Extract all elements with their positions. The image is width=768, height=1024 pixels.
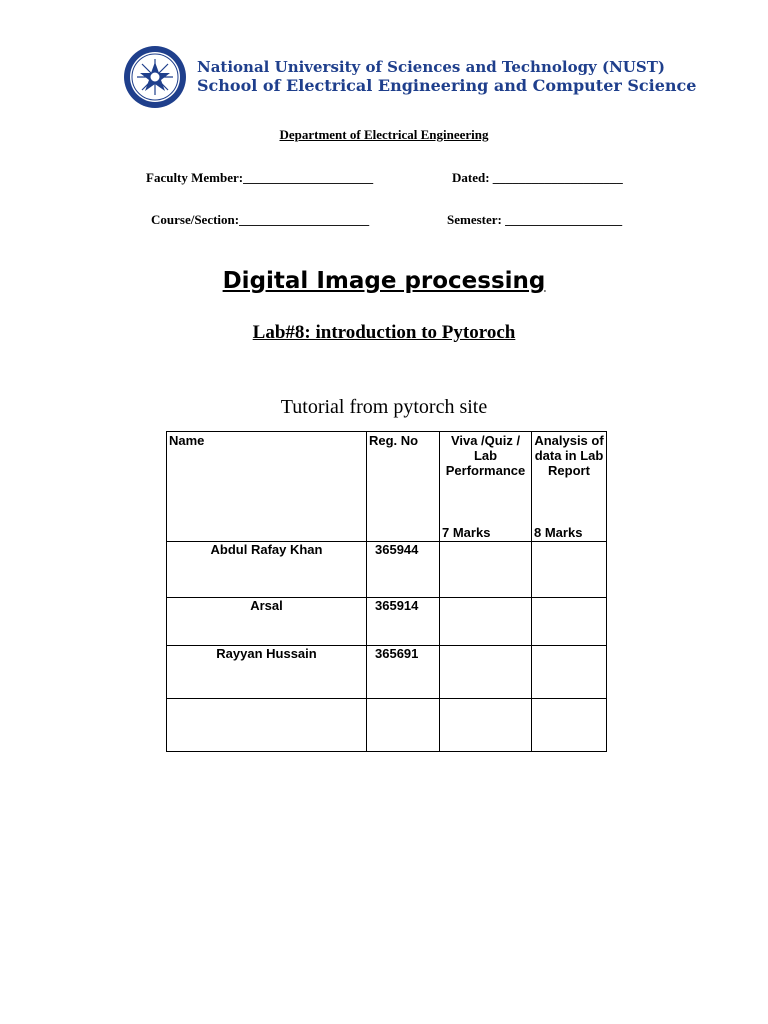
reg-number: 365691 — [367, 646, 440, 699]
student-name: Abdul Rafay Khan — [167, 542, 367, 598]
header-reg-no: Reg. No — [367, 432, 440, 542]
header-viva-label: Viva /Quiz / Lab Performance — [445, 433, 526, 478]
viva-score-cell — [440, 598, 532, 646]
table-row — [167, 699, 607, 752]
department-heading: Department of Electrical Engineering — [279, 127, 489, 142]
header-analysis-label: Analysis of data in Lab Report — [534, 433, 604, 478]
reg-number: 365914 — [367, 598, 440, 646]
document-title: Digital Image processing — [222, 268, 546, 294]
dated-field: Dated: ____________________ — [452, 170, 623, 185]
student-name: Rayyan Hussain — [167, 646, 367, 699]
table-row — [167, 646, 607, 699]
viva-score-cell — [440, 542, 532, 598]
school-name: School of Electrical Engineering and Computer Science — [197, 76, 697, 95]
course-section-field: Course/Section:____________________ — [151, 212, 370, 227]
header-analysis-marks: 8 Marks — [534, 525, 583, 540]
analysis-score-cell — [532, 646, 607, 699]
reg-number — [367, 699, 440, 752]
analysis-score-cell — [532, 699, 607, 752]
analysis-score-cell — [532, 542, 607, 598]
grades-table — [166, 431, 607, 752]
analysis-score-cell — [532, 598, 607, 646]
faculty-member-field: Faculty Member:____________________ — [146, 170, 374, 185]
viva-score-cell — [440, 646, 532, 699]
nust-crest-logo — [123, 45, 187, 109]
semester-field: Semester: __________________ — [447, 212, 623, 227]
header-analysis — [532, 432, 607, 542]
header-viva-marks: 7 Marks — [442, 525, 491, 540]
table-row — [167, 598, 607, 646]
university-name: National University of Sciences and Technology (NUST) — [197, 58, 665, 76]
student-name: Arsal — [167, 598, 367, 646]
header-name: Name — [167, 432, 367, 542]
reg-number: 365944 — [367, 542, 440, 598]
student-name — [167, 699, 367, 752]
table-header-row — [167, 432, 607, 542]
lab-subtitle: Lab#8: introduction to Pytoroch — [252, 322, 516, 343]
header-viva — [440, 432, 532, 542]
table-caption: Tutorial from pytorch site — [280, 396, 488, 418]
viva-score-cell — [440, 699, 532, 752]
table-row — [167, 542, 607, 598]
